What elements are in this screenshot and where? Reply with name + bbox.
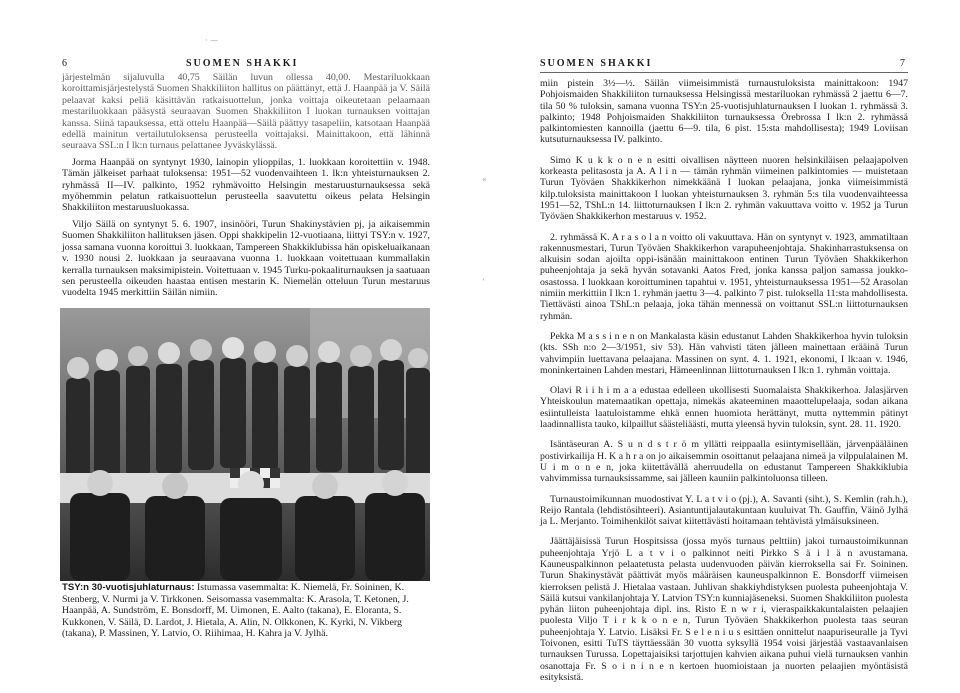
photo-caption	[62, 582, 430, 640]
paragraph: Viljo Säilä on syntynyt 5. 6. 1907, insinööri, Turun Shakinystävien pj, ja aikaisemmin Suomen Shakkiliiton hallituksen jäsen. Oppi shakkipelin 12-vuotiaana, liittyi TSY:n v. 1927, jossa samana vuonna koroittui 3. luokkaan, Tampereen Shakkiklubissa hän opiskeluaikanaan v. 1930 nousi 2. luokkaan ja seuraavana vuonna 1. luokkaan voitettuaan kummallakin kerralla turnauksen maksimipistein. Voitettuaan v. 1945 Turku-pokaaliturnauksen ja saatuaan sen perusteella oikeuden haastaa entisen mestarin K. Niemelän otteluun Turun mestaruus vuodelta 1945 merkittiin Säilän nimiin.	[62, 218, 430, 299]
caption-title: TSY:n 30-vuotisjuhlaturnaus:	[62, 582, 195, 593]
paragraph: Jorma Haanpää on syntynyt 1930, lainopin ylioppilas, 1. luokkaan koroitettiin v. 1948. Tämän jälkeiset parhaat tuloksensa: 1951—52 vuodenvaihteen 1. lk:n yhteisturnauksen 2. ryhmässä II—IV. palkinto, 1952 ryhmävoitto Helsingin mestaruusturnauksessa sekä myöhemmin pelatun ratkaisuottelun perusteella saavutettu oikeus pelata Helsingin Shakkiliiton mestaruusluokassa.	[62, 156, 430, 214]
scan-mark: «	[482, 175, 487, 184]
paragraph: miin pistein 3½—½. Säilän viimeisimmistä turnaustuloksista mainittakoon: 1947 Pohjoismaiden Shakkiliiton turnauksessa Helsingissä mestariluokan ryhmässä 2 jaettu 6—7. tila 50 % tuloksin, samana vuonna TSY:n 25-vuotisjuhlaturnauksen I luokan 1. ryhmässä 3. palkinto; 1948 Pohjoismaiden Shakkiliiton turnauksessa Örebrossa I lk:n 2. ryhmässä palkintomiesten kannoilla (jaettu 6—9. tila, 6 pist. 15:sta mahdollisesta); 1949 Loviisan kutsuturnauksessa IV. palkinto.	[540, 78, 908, 146]
paragraph: järjestelmän sijaluvulla 40,75 Säilän luvun ollessa 40,00. Mestariluokkaan koroittamisjärjestelystä Suomen Shakkiliiton hallitus on päättänyt, että J. Haanpää ja V. Säilä pelaavat kaksi peliä käsittävän ratkaisuottelun, jonka voittaja oikeutetaan pelaamaan mestariluokkaan pääsystä seuraavan Suomen Shakkiliiton I luokan turnauksen voittajan kanssa. Siinä tapauksessa, että ottelu Haanpää—Säilä päättyy tasapeliin, katsotaan Haanpää edellä mainitun vertailutuloksensa perusteella voittajaksi. Mainittakoon, että lähinnä seuraava SSL:n I lk:n turnaus pelattanee Jyväskylässä.	[62, 72, 430, 152]
paragraph: Turnaustoimikunnan muodostivat Y. L a t v i o (pj.), A. Savanti (siht.), S. Kemlin (rah.h.), Reijo Rantala (lehdistösihteeri). Asiantuntijalautakuntaan kuuluivat Th. Gauffin, Väinö Jylhä ja L. Merjanto. Toimihenkilöt saivat kiitettävästi hoitamaan tehtävistä ylmäisuksineen.	[540, 493, 908, 528]
header-rule	[540, 72, 908, 73]
page-number-right: 7	[900, 58, 905, 69]
right-text-column	[540, 78, 908, 683]
paragraph: Pekka M a s s i n e n on Mankalasta käsin edustanut Lahden Shakkikerhoa hyvin tuloksin (kts. SSh n:o 2—3/1951, siv 53). Hän vahvisti täten jälleen mainettaan erääinä Turun vahvimpiin luettavana pelaajana. Massinen on synt. 4. 1. 1921, ekonomi, I lk:aan v. 1946, moninkertainen Lahden mestari, Hämeenlinnan liittoturnauksen I lk:n 1. ryhmän voittaja.	[540, 330, 908, 376]
running-header-right: SUOMEN SHAKKI	[540, 58, 653, 69]
page-number-left: 6	[62, 58, 67, 69]
paragraph: 2. ryhmässä K. A r a s o l a n voitto oli vakuuttava. Hän on syntynyt v. 1923, ammatiltaan rakennusmestari, Turun Työväen Shakkikerhon varapuheenjohtaja. Shakinharrastuksensa on alkuisin sodan ajoilta oppi-isänään mainittakoon entinen Turun Työväen Shakkikerhon puheenjohtaja ja sekä hyvän sotavanki Aatos Fred, jonka kanssa paljon samassa joukko-osastossa. I luokkaan koroittuminen tapahtui v. 1951, yhteisturnauksessa 1951—52 Arasolan nimiin merkittiin I lk:n 1. ryhmän jaettu 3—4. palkinto 7 pist. tuloksella 11:sta mahdollisesta. Tiettävästi ainoa TShL:n pelaaja, joka tähän mennessä on voittanut SSL:n liittoturnauksen ryhmän.	[540, 231, 908, 322]
paragraph: Simo K u k k o n e n esitti oivallisen näytteen nuoren helsinkiläisen pelaajapolven korkeasta pelitasosta ja A. A l i n — tämän ryhmän viimeinen palkintomies — muistetaan Turun Työväen Shakkikerhon nimekkäänä I luokan pelaajana, jonka viimeisimmistä kilp.tuloksista mainittakoon I luokan yhteisturnauksen 3. ryhmän 5:s tila vuodenvaihteessa 1951—52, TShL:n 14. liittoturnauksen I lk:n 2. ryhmän vakuuttava voitto v. 1952 ja Turun Työväen Shakkikerhon mestaruus v. 1952.	[540, 154, 908, 223]
scan-mark: · —	[205, 36, 219, 45]
right-page	[480, 0, 960, 693]
paragraph: Olavi R i i h i m a a edustaa edelleen ukollisesti Suomalaista Shakkikerhoa. Jalasjärven Yhteiskoulun matemaatikan opettaja, nimekäs akateeminen maaottelupelaaja, sodan aikana esiintulleista laatuloistamme ehkä ennen huomiota herättänyt, mutta nyttemmin pätinyt laadinnallista tauko, kilpaillut säästeliäästi, mutta yleensä hyvin tuloksin, synt. 28. 11. 1920.	[540, 385, 908, 431]
paragraph: Isäntäseuran A. S u n d s t r ö m yllätti reippaalla esiintymisellään, järvenpääläinen postivirkailija H. K a h r a on jo aikaisemmin osoittanut pelaajana nimeä ja vilppulalainen M. U i m o n e n, joka kiitettävällä aherruudella on edustanut Tampereen Shakkiklubia vahvimmissa turnauksissamme, sai jälleen kauniin palkintoluonsa tilleen.	[540, 439, 908, 485]
group-photo	[60, 308, 430, 581]
running-header-left: SUOMEN SHAKKI	[186, 58, 299, 69]
caption-text: Istumassa vasemmalta: K. Niemelä, Fr. Soininen, K. Stenberg, V. Nurmi ja V. Tirkkonen. Seisomassa vasemmalta: K. Arasola, T. Ketonen, J. Haanpää, A. Sundström, E. Bonsdorff, M. Uimonen, E. Aalto (takana), E. Eloranta, S. Kukkonen, V. Säilä, D. Lardot, J. Hietala, A. Alin, N. Olkkonen, K. Kyrki, N. Vikberg (takana), P. Massinen, Y. Latvio, O. Riihimaa, H. Kahra ja V. Jylhä.	[62, 582, 409, 639]
paragraph: Jäättäjäisissä Turun Hospitsissa (jossa myös turnaus pelttiin) jakoi turnaustoimikunnan puheenjohtaja Yrjö L a t v i o palkinnot neiti Pirkko S ä i l ä n avustamana. Kauneuspalkinnon pelaatetusta pelasta uudenvuoden päivän kierroksella sai Fr. Soininen. Turun Shakinystävät päättivät myös määräisen kauneuspalkinnon E. Bonsdorff viimeisen kierroksen pelistä J. Hietalaa vastaan. Juhlivan shakkiyhdistyksen puolesta puheenjohtaja V. Säilä kutsui vankilanjohtaja Y. Latvion TSY:n kunniajäseneksi. Suomen Shakkiliiton puolesta pyhän liiton puheenjohtaja dipl. ins. Risto E n w r i, vieraspaikkakuntalaisten pelaajien puolesta Viljo T i r k k o n e n, Turun Työväen Shakkikerhon puolesta taas seuran puheenjohtaja Y. Latvio. Lisäksi Fr. S e l e n i u s esittäen onnittelut naapuriseuralle ja Tyvi Toivonen, esitti TuTS täyttäessään 30 vuotta syksyllä 1954 voisi järjestää vastaavanlaisen turnauksen Turussa. Lopettajaisiksi tarjottujen kahvien aikana puhui vielä turnauksen vanhin osanottaja Fr. S o i n i n e n kertoen huomioistaan ja nuorten pelaajien myöntäsistä esityksistä.	[540, 536, 908, 683]
left-text-column	[62, 72, 430, 299]
scan-mark: ʼ	[482, 278, 485, 287]
